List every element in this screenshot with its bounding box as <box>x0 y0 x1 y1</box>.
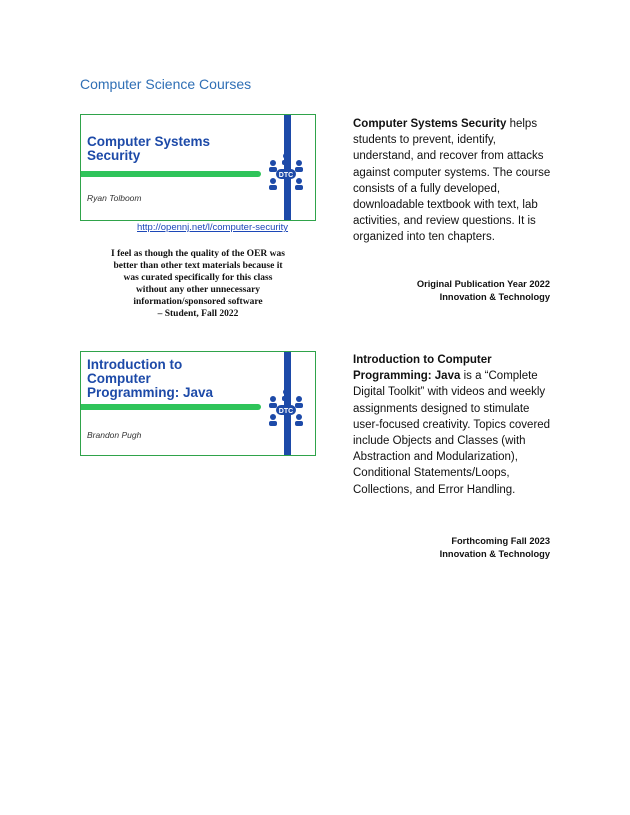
cover-green-bar <box>81 404 261 410</box>
cover-author: Brandon Pugh <box>87 430 142 440</box>
course-body: helps students to prevent, identify, understand, and recover from attacks against computer systems. The course consists of a fully developed, downloadable textbook with text, lab activities, and review questions. It is organized into ten chapters. <box>353 118 551 244</box>
course-cover-security <box>80 114 316 221</box>
course-meta-java <box>440 535 550 561</box>
quote-line: better than other text materials because it <box>113 261 283 271</box>
page-title: Computer Science Courses <box>80 76 252 92</box>
logo-text: DTC <box>278 172 294 179</box>
student-quote <box>80 248 316 320</box>
course-cover-java <box>80 351 316 456</box>
cover-green-bar <box>81 171 261 177</box>
quote-line: I feel as though the quality of the OER was <box>111 249 285 259</box>
course-body: is a “Complete Digital Toolkit” with videos and weekly assignments designed to stimulate user-focused creativity. Topics covered include Objects and Classes (with Abstraction and Modularization), Conditional Statements/Loops, Collections, and Error Handling. <box>353 370 551 496</box>
quote-attribution: – Student, Fall 2022 <box>157 309 239 319</box>
cover-title-line: Programming: Java <box>87 385 214 401</box>
course-description-java <box>353 352 553 498</box>
publication-info: Forthcoming Fall 2023 <box>451 536 550 546</box>
quote-line: was curated specifically for this class <box>123 273 273 283</box>
cover-title <box>87 358 213 401</box>
cover-title-line: Security <box>87 148 141 164</box>
quote-line: without any other unnecessary <box>135 285 261 295</box>
course-title: Introduction to Computer Programming: Java <box>353 354 492 383</box>
course-meta-security <box>417 278 550 304</box>
dtc-logo-icon <box>261 387 311 429</box>
category: Innovation & Technology <box>439 549 550 559</box>
cover-title <box>87 135 210 163</box>
cover-title-line: Computer Systems <box>87 134 211 149</box>
category: Innovation & Technology <box>439 292 550 302</box>
cover-title-line: Computer <box>87 371 151 387</box>
dtc-logo-icon <box>261 151 311 193</box>
quote-line: information/sponsored software <box>133 297 263 307</box>
cover-author: Ryan Tolboom <box>87 193 142 203</box>
logo-text: DTC <box>278 408 294 415</box>
course-description-security <box>353 116 553 246</box>
course-link-security[interactable]: http://opennj.net/l/computer-security <box>137 222 289 233</box>
course-title: Computer Systems Security <box>353 118 507 130</box>
cover-title-line: Introduction to <box>87 357 183 372</box>
publication-info: Original Publication Year 2022 <box>416 279 550 289</box>
